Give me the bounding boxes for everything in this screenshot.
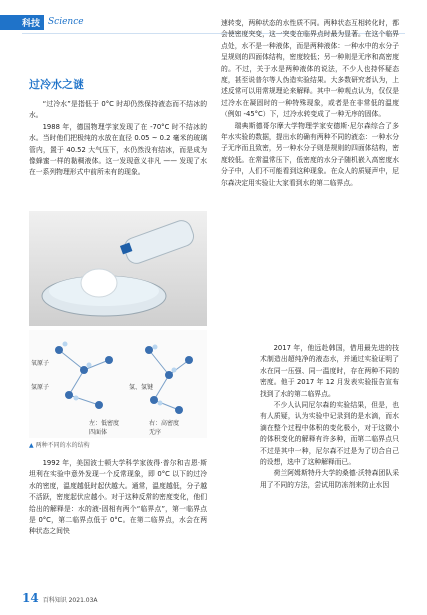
figure-caption — [29, 440, 90, 449]
paragraph: 荷兰阿姆斯特丹大学的桑德·沃特森团队采用了不同的方法，尝试用防冻剂来防止水因 — [260, 469, 399, 489]
right-column — [221, 18, 399, 189]
right-column-lower — [260, 343, 399, 491]
article-title: 过冷水之谜 — [29, 78, 84, 91]
left-column-top — [29, 99, 207, 179]
journal-issue: 百科知识 2021.03A — [42, 597, 98, 604]
left-column-bottom — [29, 458, 207, 538]
page-footer — [22, 591, 98, 605]
section-name-en: Science — [48, 17, 84, 27]
page-number: 14 — [22, 591, 39, 605]
label-hydrogen-bond: 氢、氢键 — [129, 384, 154, 391]
paragraph: 2017 年，他远赴韩国，借用最先进的技术制造出超纯净的液态水，并通过实验证明了水在同一压强、同一温度时，存在两种不同的密度。他于 2017 年 12 月发表实验报告宣布找到了水的第二临界点。 — [260, 344, 399, 398]
label-oxygen: 氧原子 — [31, 360, 50, 367]
triangle-icon: ▲ — [29, 442, 34, 449]
water-pouring-photo — [29, 211, 207, 326]
section-tag: 科技 — [0, 15, 44, 30]
paragraph: 不少人认同尼尔森的实验结果，但是，也有人质疑，认为实验中记录到的是水滴，而水滴在整个过程中体积的变化极小，对于这微小的体积变化的解释有许多种，而第二临界点只不过是其中一种，尼尔森不过是为了切合自己的设想，选中了这种解释而已。 — [260, 401, 399, 467]
label-low-density: 左：低密度 四面体 — [89, 420, 120, 436]
paragraph: 瑞典斯德哥尔摩大学物理学家安德斯·尼尔森综合了多年水实验的数据，提出水的确有两种不同的液态：一种水分子无序而且致密，另一种水分子则是规则的四面体结构，密度较低。在常温常压下，低密度的水分子随机嵌入高密度水分子中，人们不可能看到这种现象。在众人的质疑声中，尼尔森决定用实验让大家看到水的第二临界点。 — [221, 121, 399, 187]
label-high-density: 右：高密度 无序 — [149, 420, 180, 436]
caption-text: 两种不同的水的结构 — [35, 442, 90, 449]
paragraph: 1988 年，德国物理学家发现了在 -70°C 时不结冰的水。当时他们把极纯的水放在直径 0.05 ~ 0.2 毫米的玻璃管内，置于 40.52 大气压下，水仍然没有结冰，而是成为像蜂蜜一样的黏稠液体。这一发现意义非凡 —— 发现了水在一系列物理形式中前所未有的现象。 — [29, 122, 207, 177]
paragraph: 速转变，两种状态的水性质不同。两种状态互相转化时，都会使密度突变，这一突变在临界点时最为显著。在这个临界点处，水不是一种液体，而是两种液体：一种水中的水分子呈规则的四面体结构，密度较低；另一种则是无序和高密度的。不过，关于水是两种液体的说法，不少人也持怀疑态度，甚至说普尔等人伪造实验结果。大多数研究者认为，上述反常可以用常规理论来解释。其中一种观点认为，仅仅是过冷水在凝固时的一种特殊现象，或者是在非常低的温度（例如 -45°C）下，过冷水转变成了一种无序的固体。 — [221, 19, 399, 119]
label-hydrogen: 氢原子 — [31, 384, 50, 391]
section-header — [0, 14, 84, 30]
paragraph: “过冷水”是指低于 0°C 时却仍然保持液态而不结冰的水。 — [29, 100, 207, 120]
paragraph: 1992 年，美国波士顿大学科学家彼得·普尔和吉恩·斯坦利在实验中意外发现一个反常现象，即 0°C 以下的过冷水的密度，温度越低时起伏越大。通常，温度越低，分子越不活跃，密度起伏应越小。对于这种反常的密度变化，他们给出的解释是：水的液-固相有两个“临界点”，第一临界点是 0°C，第二临界点低于 0°C。在第二临界点，水会在两种状态之间快 — [29, 459, 207, 536]
photo-illustration — [29, 211, 207, 326]
water-structure-diagram — [29, 330, 207, 438]
